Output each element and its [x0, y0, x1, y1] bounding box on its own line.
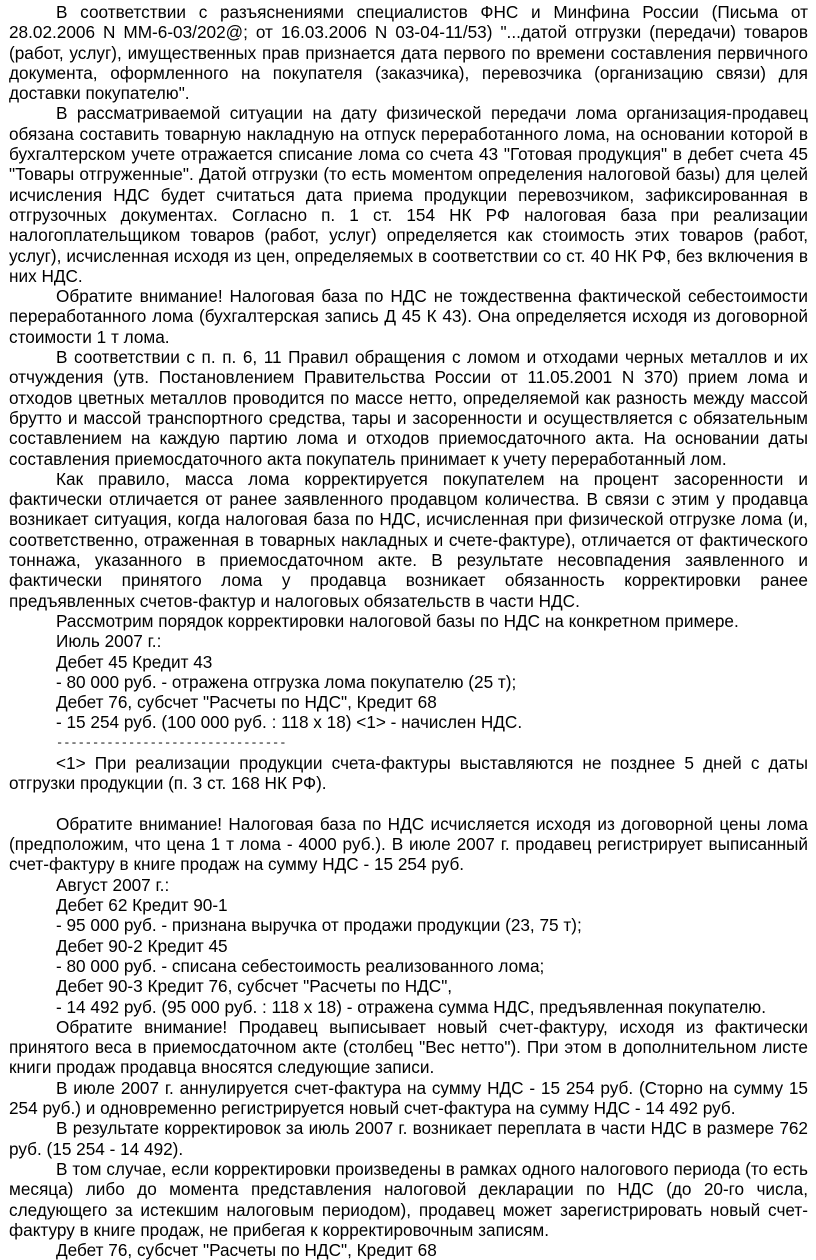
text-line: Дебет 62 Кредит 90-1 — [56, 895, 228, 916]
text-line: Дебет 90-2 Кредит 45 — [56, 935, 228, 956]
text-line: - 15 254 руб. (100 000 руб. : 118 x 18) <1> - начислен НДС. — [56, 712, 523, 733]
text-line: Дебет 45 Кредит 43 — [56, 651, 213, 672]
text-line: - 80 000 руб. - списана себестоимость реализованного лома; — [56, 955, 545, 976]
paragraph: В результате корректировок за июль 2007 г. возникает переплата в части НДС в размере 762 руб. (15 254 - 14 492). — [9, 1118, 808, 1159]
text-line: Дебет 76, субсчет "Расчеты по НДС", Кредит 68 — [56, 1240, 437, 1260]
paragraph: <1> При реализации продукции счета-фактуры выставляются не позднее 5 дней с даты отгрузки продукции (п. 3 ст. 168 НК РФ). — [9, 752, 808, 794]
text-line: - 95 000 руб. - признана выручка от продажи продукции (23, 75 т); — [56, 915, 582, 936]
paragraph: Обратите внимание! Налоговая база по НДС исчисляется исходя из договорной цены лома (предположим, что цена 1 т лома - 4000 руб.). В июле 2007 г. продавец регистрирует выписанный счет-фактуру в книге продаж на сумму НДС - 15 254 руб. — [9, 813, 808, 875]
text-line: - 80 000 руб. - отражена отгрузка лома покупателю (25 т); — [56, 671, 517, 692]
paragraph: В рассматриваемой ситуации на дату физической передачи лома организация-продавец обязана составить товарную накладную на отпуск переработанного лома, на основании которой в бухгалтерском учете отражается списание лома со счета 43 "Готовая продукция" в дебет счета 45 "Товары отгруженные". Датой отгрузки (то есть моментом определения налоговой базы) для целей исчисления НДС будет считаться дата приема продукции перевозчиком, зафиксированная в отгрузочных документах. Согласно п. 1 ст. 154 НК РФ налоговая база при реализации налогоплательщиком товаров (работ, услуг) определяется как стоимость этих товаров (работ, услуг), исчисленная исходя из цен, определяемых в соответствии со ст. 40 НК РФ, без включения в них НДС. — [9, 103, 808, 286]
paragraph: Обратите внимание! Налоговая база по НДС не тождественна фактической себестоимости переработанного лома (бухгалтерская запись Д 45 К 43). Она определяется исходя из договорной стоимости 1 т лома. — [9, 286, 808, 347]
paragraph: Обратите внимание! Продавец выписывает новый счет-фактуру, исходя из фактически принятого веса в приемосдаточном акте (столбец "Вес нетто"). При этом в дополнительном листе книги продаж продавца вносятся следующие записи. — [9, 1016, 808, 1078]
paragraph: В июле 2007 г. аннулируется счет-фактура на сумму НДС - 15 254 руб. (Сторно на сумму 15 254 руб.) и одновременно регистрируется новый счет-фактура на сумму НДС - 14 492 руб. — [9, 1077, 808, 1119]
blank-line — [9, 794, 808, 814]
paragraph: В соответствии с разъяснениями специалистов ФНС и Минфина России (Письма от 28.02.2006 N ММ-6-03/202@; от 16.03.2006 N 03-04-11/53) "...датой отгрузки (передачи) товаров (работ, услуг), имущественных прав признается дата первого по времени составления первичного документа, оформленного на покупателя (заказчика), перевозчика (организацию связи) для доставки покупателю". — [9, 2, 808, 104]
text-line: Июль 2007 г.: — [56, 631, 162, 652]
text-line: Рассмотрим порядок корректировки налоговой базы по НДС на конкретном примере. — [56, 610, 739, 631]
text-line: Дебет 90-3 Кредит 76, субсчет "Расчеты по НДС", — [56, 976, 453, 997]
paragraph: В том случае, если корректировки произведены в рамках одного налогового периода (то есть месяца) либо до момента представления налоговой декларации по НДС (до 20-го числа, следующего за истекшим налоговым периодом), продавец может зарегистрировать новый счет-фактуру в книге продаж, не прибегая к корректировочным записям. — [9, 1158, 808, 1240]
paragraph: В соответствии с п. п. 6, 11 Правил обращения с ломом и отходами черных металлов и их отчуждения (утв. Постановлением Правительства России от 11.05.2001 N 370) прием лома и отходов цветных металлов проводится по массе нетто, определяемой как разность между массой брутто и массой транспортного средства, тары и засоренности и осуществляется с обязательным составлением на каждую партию лома и отходов приемосдаточного акта. На основании даты составления приемосдаточного акта покупатель принимает к учету переработанный лом. — [9, 347, 808, 469]
paragraph: Как правило, масса лома корректируется покупателем на процент засоренности и фактически отличается от ранее заявленного продавцом количества. В связи с этим у продавца возникает ситуация, когда налоговая база по НДС, исчисленная при физической отгрузке лома (и, соответственно, отраженная в товарных накладных и счете-фактуре), отличается от фактического тоннажа, указанного в приемосдаточном акте. В результате несовпадения заявленного и фактически принятого лома у продавца возникает обязанность корректировки ранее предъявленных счетов-фактур и налоговых обязательств в части НДС. — [9, 468, 808, 611]
text-line: Дебет 76, субсчет "Расчеты по НДС", Кредит 68 — [56, 692, 437, 713]
footnote-separator: -------------------------------- — [56, 735, 287, 750]
text-line: Август 2007 г.: — [56, 874, 170, 895]
text-line: - 14 492 руб. (95 000 руб. : 118 x 18) - отражена сумма НДС, предъявленная покупателю. — [56, 996, 766, 1017]
